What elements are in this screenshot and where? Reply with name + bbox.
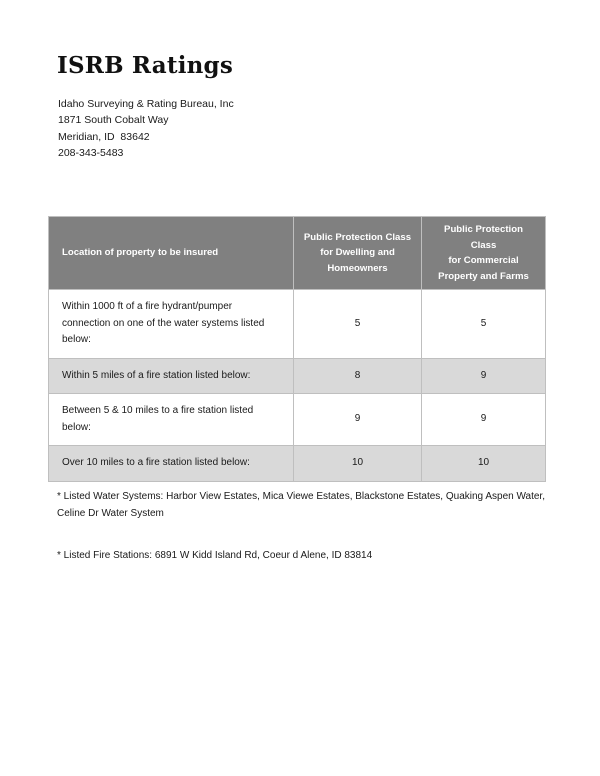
page-title: ISRB Ratings [57,52,233,79]
table-row [49,358,546,394]
organization-street: 1871 South Cobalt Way [58,114,169,127]
row-dwelling-class: 10 [294,446,422,482]
table-row [49,394,546,446]
row-description: Over 10 miles to a fire station listed below: [49,446,294,482]
table-body [49,290,546,482]
footnote-fire-stations: * Listed Fire Stations: 6891 W Kidd Island Rd, Coeur d Alene, ID 83814 [57,550,373,561]
row-dwelling-class: 9 [294,394,422,446]
row-description: Within 5 miles of a fire station listed below: [49,358,294,394]
row-dwelling-class: 5 [294,290,422,359]
table-header-row [49,217,546,290]
column-header-commercial-line-2: for Commercial [448,255,519,266]
ratings-table [48,216,546,482]
table-row [49,290,546,359]
column-header-commercial-line-3: Property and Farms [438,270,529,282]
column-header-location: Location of property to be insured [49,217,294,290]
column-header-dwelling-line-1: Public Protection Class [303,231,412,243]
column-header-commercial-line-1: Public Protection Class [444,224,523,251]
row-dwelling-class: 8 [294,358,422,394]
column-header-dwelling-line-3: Homeowners [327,262,388,274]
footnotes [57,489,557,565]
row-commercial-class: 10 [422,446,546,482]
table-header [49,217,546,290]
organization-phone: 208-343-5483 [58,146,124,159]
organization-city-state-zip: Meridian, ID 83642 [58,130,150,143]
row-commercial-class: 9 [422,358,546,394]
row-description: Between 5 & 10 miles to a fire station listed below: [49,394,294,446]
column-header-dwelling-line-2: for Dwelling and [320,247,395,259]
organization-address [58,96,234,161]
footnote-water-systems: * Listed Water Systems: Harbor View Estates, Mica Viewe Estates, Blackstone Estates, Quaking Aspen Water, Celine Dr Water System [57,491,545,519]
row-commercial-class: 5 [422,290,546,359]
column-header-dwelling [294,217,422,290]
organization-name: Idaho Surveying & Rating Bureau, Inc [58,98,234,110]
column-header-commercial [422,217,546,290]
row-description: Within 1000 ft of a fire hydrant/pumper connection on one of the water systems listed below: [49,290,294,359]
row-commercial-class: 9 [422,394,546,446]
table-row [49,446,546,482]
